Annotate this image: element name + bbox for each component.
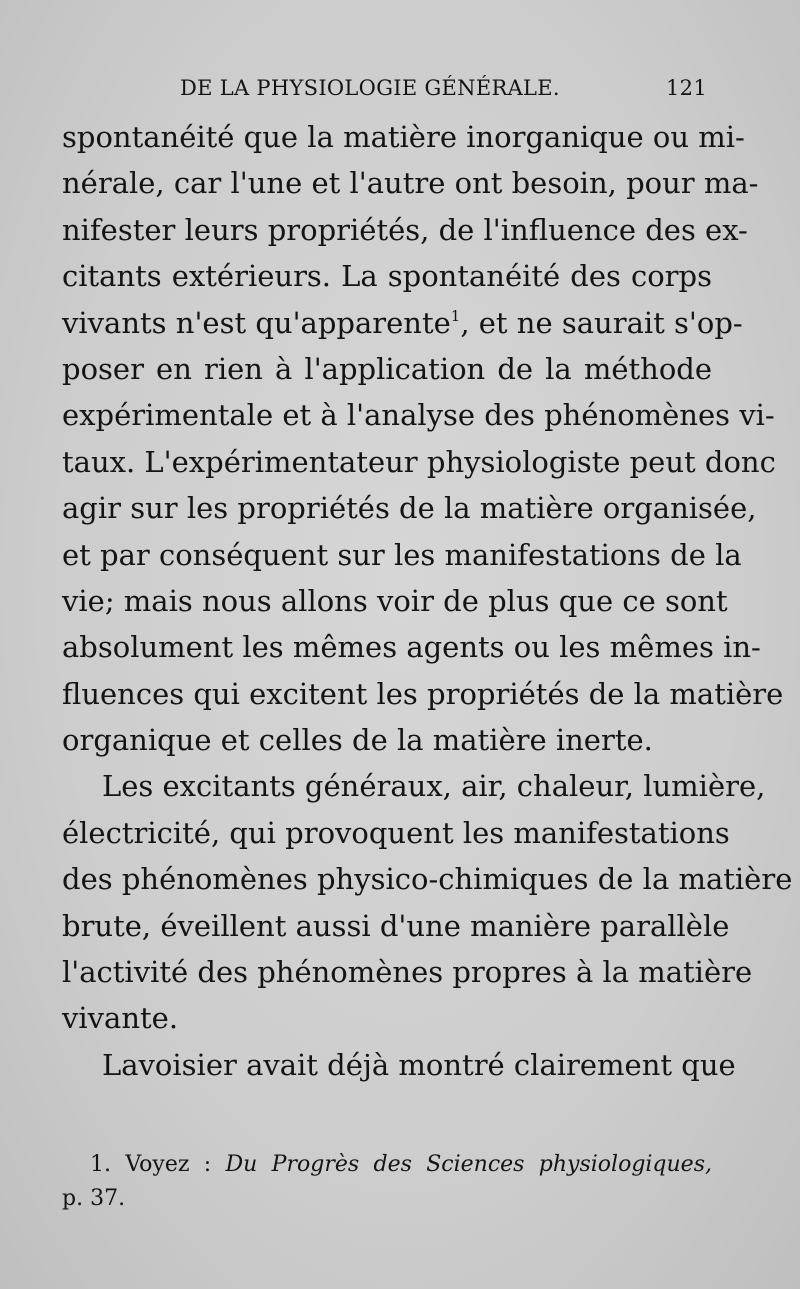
text-segment: vivants n'est qu'apparente xyxy=(62,305,451,340)
text-line: nifester leurs propriétés, de l'influence des ex- xyxy=(62,212,748,247)
text-line: vie; mais nous allons voir de plus que ce sont xyxy=(62,583,728,618)
text-line: l'activité des phénomènes propres à la matière xyxy=(62,955,753,990)
text-line: Les excitants généraux, air, chaleur, lumière, xyxy=(102,769,766,804)
text-line: poser en rien à l'application de la méthode xyxy=(62,351,712,386)
text-line: vivante. xyxy=(62,1001,179,1036)
footnote-number: 1. Voyez : xyxy=(90,1152,212,1177)
footnote xyxy=(62,1148,712,1216)
text-line: fluences qui excitent les propriétés de la matière xyxy=(62,676,784,711)
page-number: 121 xyxy=(666,76,707,100)
text-line: spontanéité que la matière inorganique ou mi- xyxy=(62,120,745,154)
text-line: citants extérieurs. La spontanéité des corps xyxy=(62,259,712,294)
footnote-reference: 1 xyxy=(450,306,461,325)
text-line: agir sur les propriétés de la matière organisée, xyxy=(62,491,757,526)
text-line xyxy=(62,300,743,346)
text-line: taux. L'expérimentateur physiologiste peut donc xyxy=(62,444,776,479)
footnote-citation: Du Progrès des Sciences physiologiques, xyxy=(225,1152,712,1177)
running-head-title: DE LA PHYSIOLOGIE GÉNÉRALE. xyxy=(180,76,560,100)
text-segment: , et ne saurait s'op- xyxy=(460,305,743,340)
footnote-line xyxy=(62,1148,712,1182)
footnote-continuation: p. 37. xyxy=(62,1186,126,1211)
text-line: nérale, car l'une et l'autre ont besoin, pour ma- xyxy=(62,166,759,201)
text-line: et par conséquent sur les manifestations de la xyxy=(62,537,742,572)
text-line: expérimentale et à l'analyse des phénomènes vi- xyxy=(62,398,775,433)
body-text xyxy=(62,114,793,1088)
text-line: électricité, qui provoquent les manifestations xyxy=(62,815,730,850)
text-line: brute, éveillent aussi d'une manière parallèle xyxy=(62,908,730,943)
text-line: organique et celles de la matière inerte. xyxy=(62,723,653,758)
text-line: absolument les mêmes agents ou les mêmes in- xyxy=(62,630,761,665)
text-line: des phénomènes physico-chimiques de la matière xyxy=(62,862,793,897)
running-head xyxy=(180,72,715,106)
text-line: Lavoisier avait déjà montré clairement que xyxy=(102,1047,736,1082)
